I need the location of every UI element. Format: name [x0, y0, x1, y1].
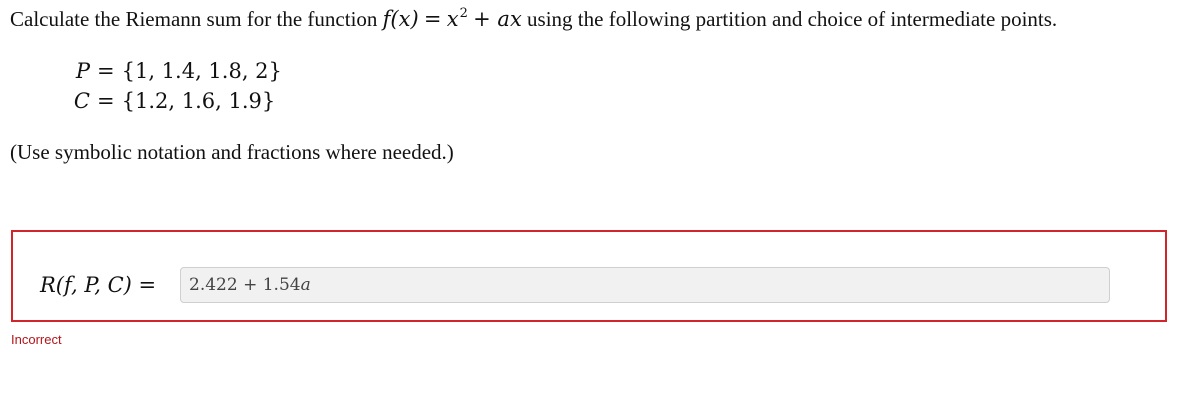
question-text: [10, 4, 1057, 38]
prompt-end: using the following partition and choice of intermediate points.: [521, 7, 1058, 31]
points-equals: =: [97, 89, 115, 113]
answer-value: 2.422 + 1.54: [189, 275, 301, 295]
plus-term: + ax: [473, 7, 522, 31]
points-value: {1.2, 1.6, 1.9}: [121, 89, 276, 113]
partition-equals: =: [97, 59, 115, 83]
feedback-incorrect: Incorrect: [11, 332, 62, 347]
answer-input[interactable]: [180, 267, 1110, 303]
sets-block: [70, 56, 282, 116]
instruction-note: (Use symbolic notation and fractions where needed.): [10, 140, 454, 164]
points-name: C: [73, 89, 90, 113]
exponent: 2: [459, 6, 468, 21]
points-row: [70, 86, 282, 116]
partition-value: {1, 1.4, 1.8, 2}: [121, 59, 282, 83]
x-variable: x: [446, 7, 459, 31]
answer-label: R(f, P, C) =: [40, 273, 157, 297]
answer-box: [11, 230, 1167, 322]
partition-name: P: [75, 59, 90, 83]
prompt-start: Calculate the Riemann sum for the function: [10, 7, 383, 31]
equals-sign: =: [423, 7, 442, 31]
answer-variable: a: [300, 275, 311, 295]
function-name: f(x): [382, 7, 419, 31]
partition-row: [70, 56, 282, 86]
